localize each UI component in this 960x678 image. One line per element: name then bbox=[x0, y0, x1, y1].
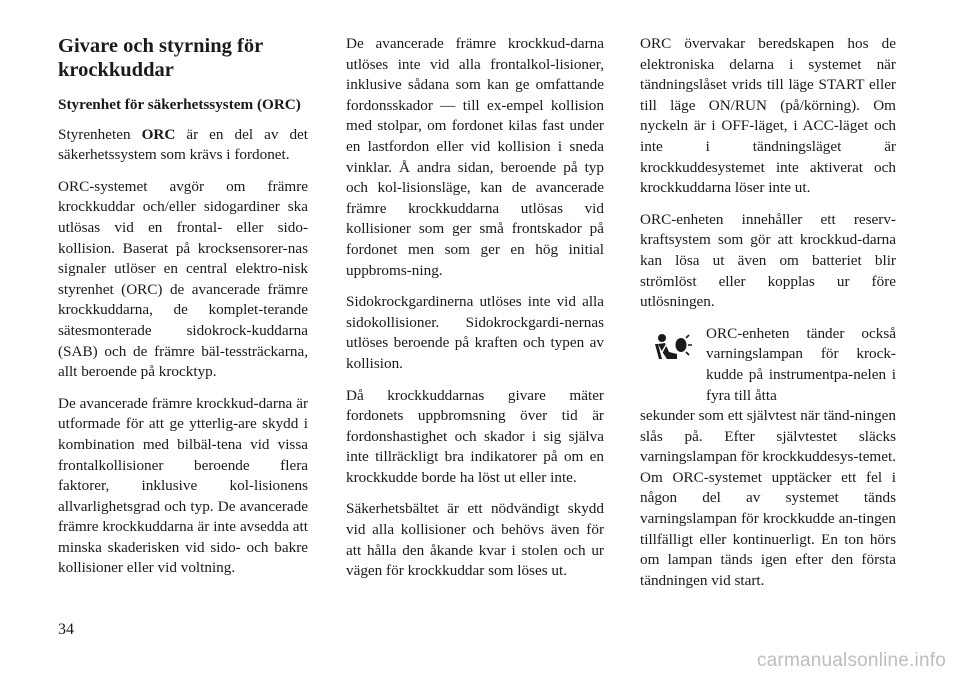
orc-bold-term: ORC bbox=[141, 125, 176, 143]
page-number: 34 bbox=[58, 621, 74, 638]
airbag-warning-icon bbox=[640, 324, 706, 366]
column-middle bbox=[346, 34, 604, 593]
column-left bbox=[58, 34, 308, 590]
watermark: carmanualsonline.info bbox=[756, 650, 946, 671]
icon-paragraph bbox=[640, 324, 896, 406]
subsection-title: Styrenhet för säkerhetssystem (ORC) bbox=[58, 96, 301, 113]
paragraph: sekunder som ett självtest när tänd-ningen slås på. Efter självtestet släcks varningslampan för krockkuddesys-temet. Om ORC-systemet upptäcker ett fel i någon del av systemet tänds varningslampan för krockkudde an-tingen tillfälligt eller kontinuerligt. En ton hörs om lampan tänds igen efter den första tändningen vid start. bbox=[640, 407, 897, 589]
column-right bbox=[640, 34, 896, 602]
paragraph: Sidokrockgardinerna utlöses inte vid alla sidokollisioner. Sidokrockgardi-nernas utlöses beroende på kraften och typen av kollision. bbox=[346, 293, 604, 372]
text-run: Styrenheten bbox=[58, 125, 142, 143]
paragraph: ORC-enheten innehåller ett reserv-kraftsystem som gör att krockkud-darna kan lösa ut även om batteriet blir strömlöst eller kopplas ur före utlösningen. bbox=[640, 210, 896, 311]
paragraph bbox=[58, 125, 308, 166]
paragraph: Då krockkuddarnas givare mäter fordonets uppbromsning över tid är fordonshastighet och skador i sig själva inte tillräckligt bra indikatorer på om en krockkudde borde ha löst ut eller inte. bbox=[346, 386, 604, 486]
icon-paragraph-text: ORC-enheten tänder också varningslampan för krock-kudde på instrumentpa-nelen i fyra till åtta bbox=[706, 324, 896, 404]
paragraph: De avancerade främre krockkud-darna utlöses inte vid alla frontalkol-lisioner, inklusive sådana som kan ge omfattande fordonsskador — till ex-empel kollision med stolpar, om fordonet kilas fast under en lastfordon eller vid kollision i sneda vinklar. Å andra sidan, beroende på typ och kol-lisionsläge, kan de avancerade främre krockkuddarna utlösas vid kollisioner som ger små frontskador på fordonet men som ger en hög initial uppbroms-ning. bbox=[346, 35, 604, 279]
section-title: Givare och styrning för krockkuddar bbox=[58, 35, 263, 81]
text-run: är en del av det säkerhetssystem som krävs i fordonet. bbox=[58, 125, 308, 164]
paragraph: Säkerhetsbältet är ett nödvändigt skydd vid alla kollisioner och behövs även för att hålla den åkande kvar i stolen och ur vägen för krockkuddar som löses ut. bbox=[346, 500, 604, 580]
paragraph: ORC övervakar beredskapen hos de elektroniska delarna i systemet när tändningslåset vrids till läge START eller till läge ON/RUN (på/körning). Om nyckeln är i OFF-läget, i ACC-läget och inte i tändningsläget är krockkuddesystemet inte aktiverat och krockkuddarna löser inte ut. bbox=[640, 35, 896, 197]
paragraph: ORC-systemet avgör om främre krockkuddar och/eller sidogardiner ska utlösas vid en frontal- eller sido-kollision. Baserat på krocksensorer-nas signaler utlöser en central elektro-nisk styrenhet (ORC) de avancerade främre krockkuddarna, de komplet-terande sätesmonterade sidokrock-kuddarna (SAB) och de främre bäl-tessträckarna, allt beroende på krocktyp. bbox=[58, 177, 308, 381]
paragraph: De avancerade främre krockkud-darna är utformade för att ge ytterlig-are skydd i kombination med bilbäl-tena vid vissa frontalkollisioner beroende flera faktorer, inklusive kol-lisionens allvarlighetsgrad och typ. De avancerade främre krockkuddarna är inte avsedda att minska skaderisken vid sido- och bakre kollisioner eller vid voltning. bbox=[58, 394, 308, 577]
